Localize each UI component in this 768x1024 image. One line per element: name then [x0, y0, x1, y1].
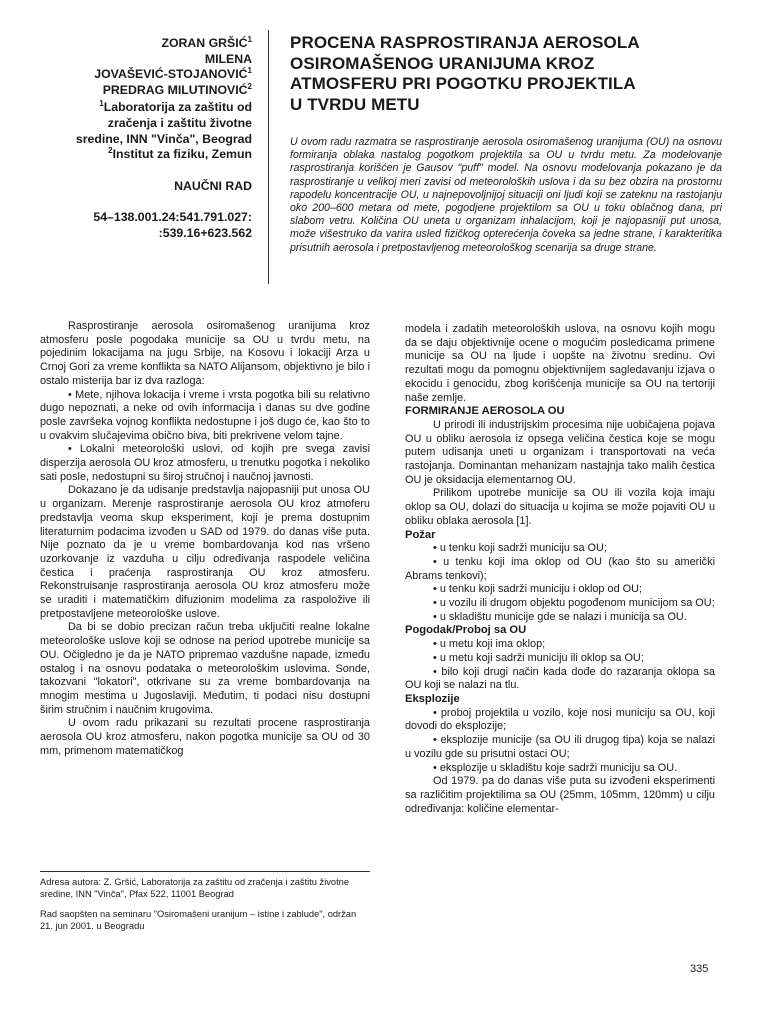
paragraph: Rasprostiranje aerosola osiromašenog uranijuma kroz atmosferu posle pogodaka municije sa OU u tvrdu metu, na pojedinim lokacijama na jugu Srbije, na Kosovu i lokaciji Arza u Crnoj Gori za vreme konflikta sa NATO Alijansom, objektivno je bilo i ostalo misterija bar iz dva razloga: — [40, 320, 370, 387]
list-item: • u metu koji sadrži municiju ili oklop sa OU; — [433, 651, 644, 664]
list-item: • u tenku koji sadrži municiju sa OU; — [433, 542, 607, 555]
paragraph: U ovom radu prikazani su rezultati procene rasprostiranja aerosola OU kroz atmosferu, nakon pogotka municije sa OU od 30 mm, primenom matematičkog — [40, 717, 370, 757]
fire-list — [405, 542, 715, 624]
left-column — [40, 320, 370, 759]
paragraph: modela i zadatih meteoroloških uslova, na osnovu kojih mogu da se daju objektivnije ocene o mogućim posledicama primene municije sa OU na ljude i uopšte na životnu sredinu. Ovi rezultati mogu da pomognu objektivnijem sagledavanju izjava o ekocidu i genocidu, zbog korišćenja municije sa OU na tertoriji naše zemlje. — [405, 323, 715, 404]
footnote-divider — [40, 871, 370, 872]
affiliation-1: $^1$Laboratorija za zaštitu od zračenja i zaštitu životne sredine, INN "Vinča", Beograd — [75, 99, 252, 146]
list-item: • u vozilu ili drugom objektu pogođenom municijom sa OU; — [433, 597, 715, 610]
subsection-heading: Požar — [405, 528, 436, 541]
hit-list — [405, 638, 715, 693]
author-name: JOVAŠEVIĆ-STOJANOVIĆ$^1$ — [94, 66, 252, 82]
header-divider — [268, 30, 269, 284]
footnotes — [40, 876, 370, 940]
page-number: 335 — [690, 963, 709, 975]
right-column — [405, 323, 715, 816]
list-item: • u tenku koji sadrži municiju i oklop od OU; — [433, 583, 643, 596]
paragraph: Od 1979. pa do danas više puta su izvođeni eksperimenti sa različitim projektilima sa OU (25mm, 105mm, 120mm) u cilju određivanja: količine elementar- — [405, 775, 715, 815]
subsection-heading: Eksplozije — [405, 692, 460, 705]
paragraph: U prirodi ili industrijskim procesima nije uobičajena pojava OU u obliku aerosola iz opsega veličina čestica koje se mogu putem udisanja uneti u organizam i transportovati na veća rastojanja. Dominantan mehanizam nastajnja tako malih čestica OU je oksidacija elementarnog OU. — [405, 418, 715, 486]
bullet-paragraph: • Mete, njihova lokacija i vreme i vrsta pogotka bili su relativno dugo nepoznati, a neke od ovih informacija i danas su dve godine posle završeka vojnog konflikta nedostupne i još dugo će, kao što to u ovakvim slučajevima obično biva, biti prekrivene velom tajne. — [40, 388, 370, 442]
author-name: MILENA — [204, 51, 252, 66]
author-name: PREDRAG MILUTINOVIĆ$^2$ — [102, 81, 252, 97]
abstract: U ovom radu razmatra se rasprostiranje aerosola osiromašenog uranijuma (OU) na osnovu formiranja oblaka nastalog pogotkom projektila sa OU u tvrdu metu. Za modelovanje rasprostiranja korišćen je Gausov "puff" model. Na osnovu modelovanja pokazano je da rasprostiranje u velikoj meri zavisi od meteoroloških uslova i da su bez obzira na prostornu rapodelu koncentracije OU, u najnepovoljnijoj situaciji oni ljudi koji se zateknu na rastojanju oko 200–600 metara od mete, pogodjene projektilom sa OU u toku oblačnog dana, pri slabom vetru. Količina OU uneta u organizam inhalacijom, koji je najopasniji put unosa, može višestruko da varira usled fizičkog opterećenja čoveka sa jedne strane, i karakteritika prisutnih aerosola i pretpostavljenog meteorološkog scenarija sa druge strane. — [290, 136, 722, 254]
udc-code: 54–138.001.24:541.791.027: :539.16+623.562 — [93, 210, 252, 240]
authors-block — [40, 36, 252, 242]
list-item: • u skladištu municije gde se nalazi i municija sa OU. — [433, 610, 687, 623]
author-name: ZORAN GRŠIĆ$^1$ — [161, 34, 252, 50]
bullet-paragraph: • Lokalni meteorološki uslovi, od kojih pre svega zavisi disperzija aerosola OU kroz atmosferu, u trenutku pogotka i nekoliko sati posle, nedostupni su široj stručnoj i naučnoj javnosti. — [40, 443, 370, 483]
footnote: Rad saopšten na seminaru "Osiromašeni uranijum – istine i zablude", održan 21. jun 2001. u Beogradu — [40, 909, 357, 931]
list-item: • eksplozije municije (sa OU ili drugog tipa) koja se nalazi u vozilu gde su prisutni ostaci OU; — [405, 734, 715, 760]
list-item: • u metu koji ima oklop; — [433, 638, 546, 651]
list-item: • proboj projektila u vozilo, koje nosi municiju sa OU, koji dovodi do eksplozije; — [405, 706, 715, 733]
subsection-heading: Pogodak/Proboj sa OU — [405, 624, 527, 637]
paragraph: Dokazano je da udisanje predstavlja najopasniji put unosa OU u organizam. Merenje rasprostiranje aerosola OU kroz atmoferu predstavlja veoma skup eksperiment, koji je prema dostupnim literaturnim podacima izvođen u SAD od 1979. do danas više puta. Nije poznato da je u vreme bombardovanja kod nas vršeno uzorkovanje iz vazduha u cilju određivanja raspodele veličina čestica i praćenja rasprostiranja OU kroz atmosferu. Rekonstruisanje rasprostiranja aerosola OU kroz atmosferu može se uraditi i matematičkim difuzionim modelima za raspoložive ili pretpostavljene meteorološke uslove. — [40, 484, 370, 620]
list-item: • u tenku koji ima oklop od OU (kao što su američki Abrams tenkovi); — [405, 555, 715, 582]
section-heading: FORMIRANJE AEROSOLA OU — [405, 405, 565, 418]
paragraph: Da bi se dobio precizan račun treba uključiti realne lokalne meteorološke uslove koji se odnose na period upotrebe municije sa OU. Očigledno je da je NATO pripremao vazdušne napade, između ostalog i na osnovu podataka o meteorološkim uslovima. Sonde, takozvani "lokatori", otkrivane su za vreme bombardovanja na mnogim mestima u Jugoslaviji. Međutim, ti podaci nisu dostupni širim stručnim i naučnim krugovima. — [40, 621, 370, 716]
paragraph: Prilikom upotrebe municije sa OU ili vozila koja imaju oklop sa OU, dolazi do situacija u kojima se može pojaviti OU u obliku oblaka aerosola [1]. — [405, 487, 715, 527]
list-item: • bilo koji drugi način kada dođe do razaranja oklopa sa OU koji se nalazi na tlu. — [405, 665, 715, 692]
paper-type: NAUČNI RAD — [174, 178, 252, 193]
footnote: Adresa autora: Z. Gršić, Laboratorija za zaštitu od zračenja i zaštitu životne sredine, INN "Vinča", Pfax 522, 11001 Beograd — [40, 877, 350, 899]
paper-title: PROCENA RASPROSTIRANJA AEROSOLA OSIROMAŠENOG URANIJUMA KROZ ATMOSFERU PRI POGOTKU PROJEKTILA U TVRDU METU — [290, 33, 640, 114]
affiliation-2: $^2$Institut za fiziku, Zemun — [108, 146, 252, 162]
explosion-list — [405, 707, 715, 776]
list-item: • eksplozije u skladištu koje sadrži municiju sa OU. — [433, 761, 678, 774]
